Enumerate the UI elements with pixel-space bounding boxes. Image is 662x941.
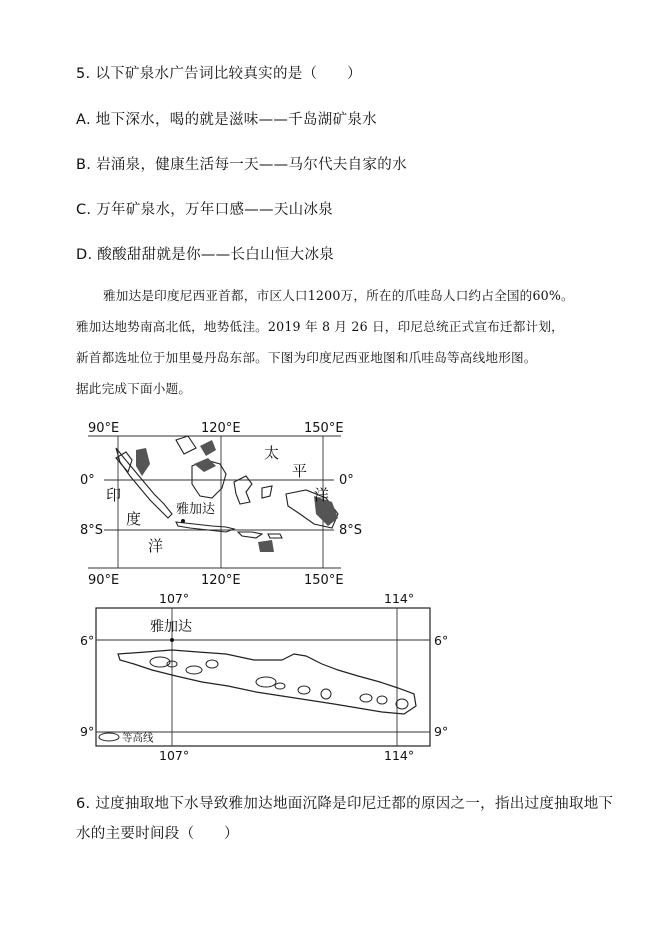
- map2-lat-right-9: 9°: [434, 724, 449, 739]
- question-5-option-b: B. 岩涌泉，健康生活每一天——马尔代夫自家的水: [76, 157, 407, 173]
- map1-lon-bottom-150: 150°E: [304, 573, 344, 586]
- map1-lat-right-8s: 8°S: [339, 523, 363, 538]
- map1-lon-top-120: 120°E: [201, 421, 241, 436]
- map1-label-yin: 印: [106, 486, 122, 504]
- map1-lat-right-0: 0°: [339, 473, 354, 488]
- map2-lat-left-9: 9°: [80, 724, 95, 739]
- passage-line-3: 新首都选址位于加里曼丹岛东部。下图为印度尼西亚地图和爪哇岛等高线地形图。: [76, 350, 537, 365]
- map1-label-yang2: 洋: [148, 537, 164, 555]
- map1-coastlines: [116, 436, 338, 538]
- passage: [76, 280, 596, 404]
- map1-label-yang1: 洋: [314, 486, 330, 504]
- passage-line-4: 据此完成下面小题。: [76, 381, 192, 396]
- passage-line-1: 雅加达是印度尼西亚首都，市区人口1200万，所在的爪哇岛人口约占全国的60%。: [103, 288, 574, 303]
- map2-contours: [150, 657, 408, 709]
- map1-lat-left-0: 0°: [80, 473, 95, 488]
- map2-jakarta-dot: [170, 638, 174, 642]
- question-5-option-a: A. 地下深水，喝的就是滋味——千岛湖矿泉水: [76, 112, 377, 128]
- question-6-line-2: 水的主要时间段（ ）: [76, 826, 239, 842]
- map2-lon-top-107: 107°: [159, 591, 190, 606]
- map2-city-jakarta: 雅加达: [150, 619, 192, 635]
- map2-java-outline: [118, 650, 416, 714]
- map1-jakarta-dot: [181, 519, 185, 523]
- map1-lon-top-150: 150°E: [304, 421, 344, 436]
- map1-lat-left-8s: 8°S: [80, 523, 104, 538]
- map2-lat-left-6: 6°: [80, 633, 95, 648]
- map2-legend-label: 等高线: [122, 732, 154, 744]
- map2-lon-bottom-107: 107°: [159, 748, 190, 763]
- contour-legend-icon: [99, 733, 119, 741]
- map1-lon-bottom-120: 120°E: [201, 573, 241, 586]
- map2-lon-top-114: 114°: [384, 591, 415, 606]
- question-5-stem: 5. 以下矿泉水广告词比较真实的是（ ）: [76, 66, 362, 82]
- passage-line-2: 雅加达地势南高北低，地势低洼。2019 年 8 月 26 日，印尼总统正式宣布迁都计划，: [76, 319, 564, 334]
- map1-lon-bottom-90: 90°E: [88, 573, 120, 586]
- map1-label-tai: 太: [264, 444, 280, 462]
- map2-legend: [99, 731, 154, 744]
- map2-lat-right-6: 6°: [434, 633, 449, 648]
- indonesia-map: [76, 418, 376, 586]
- question-6-line-1: 6. 过度抽取地下水导致雅加达地面沉降是印尼迁都的原因之一，指出过度抽取地下: [76, 796, 614, 812]
- java-contour-map: [76, 590, 456, 765]
- map1-label-du: 度: [126, 510, 142, 528]
- question-5-option-d: D. 酸酸甜甜就是你——长白山恒大冰泉: [76, 247, 335, 263]
- map1-lon-top-90: 90°E: [88, 421, 120, 436]
- question-5-option-c: C. 万年矿泉水，万年口感——天山冰泉: [76, 202, 334, 218]
- map1-label-ping: 平: [292, 462, 308, 480]
- map1-city-jakarta: 雅加达: [176, 502, 216, 517]
- map2-lon-bottom-114: 114°: [384, 748, 415, 763]
